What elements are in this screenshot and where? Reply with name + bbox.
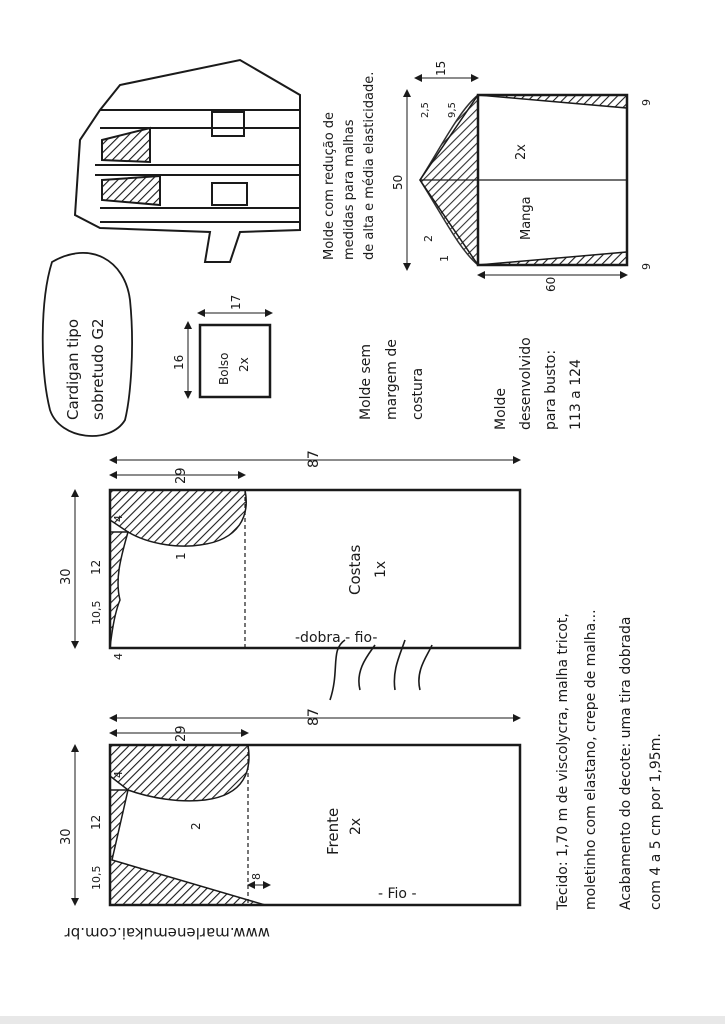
back-mark: 1 [174, 552, 188, 560]
cardigan-sketch [75, 60, 300, 262]
back-dim-10-5: 10,5 [90, 600, 103, 625]
fabric-line3: Acabamento do decote: uma tira dobrada [618, 616, 634, 910]
note-no-seam [358, 339, 426, 420]
sleeve-dim-9-top: 9 [640, 99, 653, 106]
front-qty: 2x [348, 817, 364, 835]
back-dim-4: 4 [112, 515, 125, 522]
pocket-piece [172, 295, 272, 398]
sleeve-name: Manga [519, 196, 534, 240]
front-grain-label: - Fio - [378, 886, 417, 902]
note-bust-line1: Molde [493, 387, 509, 430]
note-bust-line2: desenvolvido [518, 337, 534, 430]
back-dim-4b: 4 [112, 653, 125, 660]
note-reduction-line1: Molde com redução de [322, 111, 337, 260]
note-bust-line4: 113 a 124 [568, 359, 584, 430]
sleeve-dim-height: 50 [391, 174, 405, 190]
sleeve-qty: 2x [514, 144, 529, 160]
front-dim-length: 87 [306, 708, 322, 726]
back-name: Costas [346, 544, 364, 595]
sleeve-dim-length: 60 [544, 276, 558, 292]
pocket-dim-h: 17 [229, 294, 243, 310]
front-dim-width: 30 [59, 828, 74, 845]
fabric-notes [555, 609, 664, 911]
back-dim-12: 12 [89, 559, 103, 575]
note-reduction [322, 72, 377, 260]
pocket-dim-w: 16 [172, 354, 186, 370]
front-mark: 2 [189, 822, 203, 830]
front-name: Frente [324, 807, 342, 855]
website-url[interactable]: www.marlenemukai.com.br [64, 924, 270, 942]
sleeve-piece [391, 61, 653, 292]
front-piece [59, 708, 520, 905]
note-no-seam-line3: costura [410, 367, 426, 420]
back-piece [59, 450, 520, 660]
back-dim-shoulder: 29 [174, 467, 189, 484]
fabric-line2: moletinho com elastano, crepe de malha... [583, 609, 599, 910]
sleeve-dim-2-5: 2,5 [420, 102, 431, 118]
title-line2: sobretudo G2 [89, 318, 107, 420]
sleeve-dim-9-bottom: 9 [640, 263, 653, 270]
note-reduction-line3: de alta e média elasticidade. [362, 71, 377, 260]
sleeve-dim-9-5: 9,5 [447, 102, 458, 118]
front-dim-8: 8 [250, 873, 263, 880]
sleeve-dim-1: 1 [438, 255, 451, 262]
fabric-line1: Tecido: 1,70 m de viscolycra, malha tricot, [555, 613, 571, 910]
title-bubble [43, 253, 132, 436]
front-dim-4: 4 [112, 771, 125, 778]
sleeve-dim-2: 2 [422, 235, 435, 242]
note-bust [493, 337, 584, 430]
back-qty: 1x [373, 560, 389, 578]
note-reduction-line2: medidas para malhas [342, 119, 357, 260]
back-fold-label: -dobra - fio- [295, 630, 378, 646]
note-no-seam-line2: margem de [384, 339, 400, 420]
back-dim-length: 87 [306, 450, 322, 468]
back-dim-width: 30 [59, 568, 74, 585]
front-dim-12: 12 [89, 814, 103, 830]
title-line1: Cardigan tipo [64, 319, 82, 420]
fabric-line4: com 4 a 5 cm por 1,95m. [648, 733, 664, 910]
front-dim-shoulder: 29 [174, 725, 189, 742]
front-dim-10-5: 10,5 [90, 865, 103, 890]
sleeve-dim-cap: 15 [434, 60, 448, 76]
pocket-qty: 2x [237, 357, 251, 372]
note-bust-line3: para busto: [543, 349, 559, 430]
pocket-name: Bolso [217, 352, 231, 385]
note-no-seam-line1: Molde sem [358, 343, 374, 420]
